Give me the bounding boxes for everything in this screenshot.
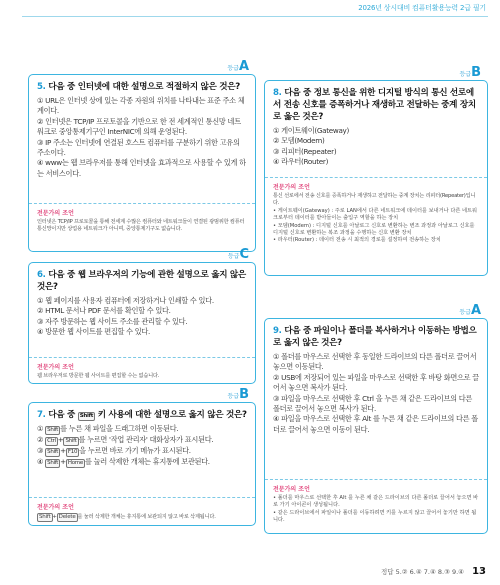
question-text: 다음 중 웹 브라우저의 기능에 관한 설명으로 옳지 않은 것은? bbox=[37, 270, 246, 292]
question-text-before: 다음 중 bbox=[48, 410, 76, 420]
level-badge bbox=[227, 59, 249, 74]
option-2[interactable]: ② HTML 문서나 PDF 문서를 확인할 수 있다. bbox=[37, 306, 171, 316]
question-number: 7. bbox=[37, 410, 46, 420]
option-4[interactable]: ④ 라우터(Router) bbox=[273, 157, 329, 167]
option-1[interactable]: ① 폴더를 마우스로 선택한 후 동일한 드라이브의 다른 폴더로 끌어서 놓으면 이동된다. bbox=[273, 352, 477, 372]
question-title bbox=[265, 81, 487, 125]
option-3[interactable]: ③ 파일을 마우스로 선택한 후 Ctrl 을 누른 채 같은 드라이브의 다른 폴더로 끌어서 놓으면 복사가 된다. bbox=[273, 393, 473, 414]
tip-text: 웹 브라우저로 방문한 웹 사이트를 편집할 수는 없습니다. bbox=[37, 373, 160, 379]
tip-bullet: • 같은 드라이브에서 파일이나 폴더를 이동하려면 키를 누르지 않고 끌어서 놓기만 하면 됩니다. bbox=[273, 509, 477, 524]
question-number: 9. bbox=[273, 326, 282, 336]
f10-key: F10 bbox=[67, 449, 78, 455]
tip-bullet: • 폴더를 마우스로 선택한 후 Alt 를 누른 채 같은 드라이브의 다른 폴더로 끌어서 놓으면 바로 가기 아이콘이 생성됩니다. bbox=[273, 495, 479, 509]
question-number: 6. bbox=[37, 270, 46, 280]
option-4[interactable]: ④ www는 웹 브라우저를 통해 인터넷을 효과적으로 사용할 수 있게 하는 서비스이다. bbox=[37, 158, 246, 178]
page-number: 13 bbox=[472, 566, 486, 577]
question-text: 다음 중 정보 통신을 위한 디지털 방식의 통신 선로에서 전송 신호를 증폭하거나 재생하고 전달하는 중계 장치로 옳은 것은? bbox=[273, 88, 476, 122]
shift-key: Shift bbox=[47, 427, 59, 433]
tip-text: 인터넷은 TCP/IP 프로토콜을 통해 전세계 수많은 컴퓨터와 네트워크들이 연결된 광범위한 컴퓨터 통신망이지만 상업용 네트워크가 아니며, 중앙통제기구도 없습니다. bbox=[37, 219, 245, 233]
delete-key: Delete bbox=[58, 514, 76, 520]
option-list bbox=[29, 95, 255, 183]
tip-title: 전문가의 조언 bbox=[273, 184, 310, 191]
option-1[interactable]: ① 게이트웨이(Gateway) bbox=[273, 126, 350, 135]
option-4[interactable]: ④ 방문한 웹 사이트를 편집할 수 있다. bbox=[37, 327, 151, 337]
expert-tip bbox=[29, 203, 255, 238]
option-2[interactable]: ② 모뎀(Modem) bbox=[273, 136, 325, 146]
shift-key: Shift bbox=[47, 460, 59, 466]
option-marker: ① bbox=[37, 424, 44, 433]
level-letter: C bbox=[239, 247, 249, 262]
option-1[interactable] bbox=[37, 424, 247, 435]
option-1[interactable]: ① URL은 인터넷 상에 있는 각종 자원의 위치를 나타내는 표준 주소 체계이다. bbox=[37, 96, 245, 116]
option-marker: ② bbox=[37, 435, 44, 444]
level-letter: B bbox=[471, 65, 481, 80]
option-2[interactable]: ② 인터넷은 TCP/IP 프로토콜을 기반으로 한 전 세계적인 통신망 네트워크로 중앙통제기구인 InterNIC에 의해 운영된다. bbox=[37, 116, 241, 137]
question-title bbox=[29, 403, 255, 423]
question-card-5 bbox=[28, 59, 256, 252]
expert-tip bbox=[265, 177, 487, 249]
tip-bullet: • 게이트웨이(Gateway) : 주로 LAN에서 다른 네트워크에 데이터를 보내거나 다른 네트워크로부터 데이터를 받아들이는 출입구 역할을 하는 장치 bbox=[273, 207, 478, 222]
question-number: 8. bbox=[273, 88, 282, 98]
option-4[interactable]: ④ Shift + Home 를 눌러 삭제한 개체는 휴지통에 보관된다. bbox=[37, 457, 210, 466]
option-marker: ③ bbox=[37, 446, 44, 455]
option-3[interactable]: ③ 리피터(Repeater) bbox=[273, 146, 337, 156]
option-text: 을 누르면 바로 가기 메뉴가 표시된다. bbox=[79, 446, 191, 455]
tip-title: 전문가의 조언 bbox=[37, 210, 74, 217]
option-4[interactable]: ④ 파일을 마우스로 선택한 후 Alt 를 누른 채 같은 드라이브의 다른 폴더로 끌어서 놓으면 이동이 된다. bbox=[273, 414, 478, 434]
level-prefix: 등급 bbox=[459, 71, 472, 78]
page-header: 2026년 상시대비 컴퓨터활용능력 2급 필기 bbox=[358, 4, 486, 12]
ctrl-key: Ctrl bbox=[47, 438, 56, 444]
option-text: 를 누르면 '작업 관리자' 대화상자가 표시된다. bbox=[78, 435, 214, 444]
expert-tip bbox=[265, 479, 487, 529]
tip-body: 를 눌러 삭제한 개체는 휴지통에 보관되지 않고 바로 삭제됩니다. bbox=[77, 514, 216, 520]
tip-title: 전문가의 조언 bbox=[37, 504, 74, 511]
level-badge bbox=[228, 247, 249, 262]
question-card-9 bbox=[264, 303, 488, 534]
tip-text: Shift + Delete 를 눌러 삭제한 개체는 휴지통에 보관되지 않고 바로 삭제됩니다. bbox=[39, 514, 216, 520]
question-card-8 bbox=[264, 65, 488, 276]
level-badge bbox=[459, 65, 481, 80]
page-footer bbox=[381, 566, 486, 577]
level-letter: B bbox=[239, 387, 249, 402]
question-card-6 bbox=[28, 247, 256, 384]
question-text: 다음 중 파일이나 폴더를 복사하거나 이동하는 방법으로 옳지 않은 것은? bbox=[273, 326, 477, 348]
shift-key: Shift bbox=[79, 413, 94, 419]
option-3[interactable]: ③ Shift + F10 을 누르면 바로 가기 메뉴가 표시된다. bbox=[37, 446, 191, 455]
option-3[interactable]: ③ 자주 방문하는 웹 사이트 주소를 관리할 수 있다. bbox=[37, 316, 188, 326]
option-2[interactable]: ② USB에 저장되어 있는 파일을 마우스로 선택한 후 바탕 화면으로 끌어서 놓으면 복사가 된다. bbox=[273, 372, 479, 393]
level-prefix: 등급 bbox=[459, 309, 471, 316]
shift-key: Shift bbox=[65, 438, 77, 444]
option-list bbox=[265, 351, 487, 439]
option-text: 를 눌러 삭제한 개체는 휴지통에 보관된다. bbox=[84, 457, 210, 466]
question-text-after: 키 사용에 대한 설명으로 옳지 않은 것은? bbox=[97, 410, 247, 420]
option-list bbox=[265, 125, 487, 172]
question-card-7 bbox=[28, 387, 256, 526]
option-text: 를 누른 채 파일을 드래그하면 이동된다. bbox=[60, 424, 179, 433]
level-badge bbox=[227, 387, 249, 402]
expert-tip bbox=[29, 497, 255, 526]
answer-key: 정답 5.② 6.④ 7.④ 8.③ 9.④ bbox=[380, 568, 464, 576]
question-title bbox=[265, 319, 487, 351]
question-number: 5. bbox=[37, 82, 46, 92]
option-list bbox=[29, 295, 255, 342]
tip-title: 전문가의 조언 bbox=[273, 486, 310, 493]
level-letter: A bbox=[470, 303, 481, 318]
shift-key: Shift bbox=[39, 514, 51, 520]
option-marker: ④ bbox=[37, 457, 44, 466]
question-text: 다음 중 인터넷에 대한 설명으로 적절하지 않은 것은? bbox=[48, 82, 240, 92]
level-badge bbox=[459, 303, 481, 318]
question-title bbox=[29, 263, 255, 295]
tip-bullet: • 라우터(Router) : 데이터 전송 시 최적의 경로를 설정하여 전송하는 장치 bbox=[273, 237, 441, 244]
option-3[interactable]: ③ IP 주소는 인터넷에 연결된 호스트 컴퓨터를 구분하기 위한 고유의 주소이다. bbox=[37, 137, 240, 158]
tip-bullet: • 모뎀(Modem) : 디지털 신호를 아날로그 신호로 변환하는 변조 과정과 아날로그 신호를 디지털 신호로 변환하는 복조 과정을 수행하는 신호 변환 장치 bbox=[273, 222, 475, 237]
question-title bbox=[29, 75, 255, 95]
level-letter: A bbox=[238, 59, 249, 74]
tip-title: 전문가의 조언 bbox=[37, 364, 74, 371]
expert-tip bbox=[29, 357, 255, 384]
option-1[interactable]: ① 웹 페이지를 사용자 컴퓨터에 저장하거나 인쇄할 수 있다. bbox=[37, 296, 214, 305]
option-2[interactable]: ② Ctrl + Shift 를 누르면 '작업 관리자' 대화상자가 표시된다. bbox=[37, 435, 214, 444]
option-list bbox=[29, 423, 255, 472]
level-prefix: 등급 bbox=[227, 253, 240, 260]
home-key: Home bbox=[67, 460, 83, 466]
shift-key: Shift bbox=[47, 449, 59, 455]
level-prefix: 등급 bbox=[227, 65, 239, 72]
tip-text: 통신 선로에서 전송 신호를 증폭하거나 재생하고 전달하는 중계 장치는 리피터(Repeater)입니다. bbox=[273, 193, 476, 207]
header-rule bbox=[22, 16, 488, 17]
level-prefix: 등급 bbox=[227, 393, 240, 400]
